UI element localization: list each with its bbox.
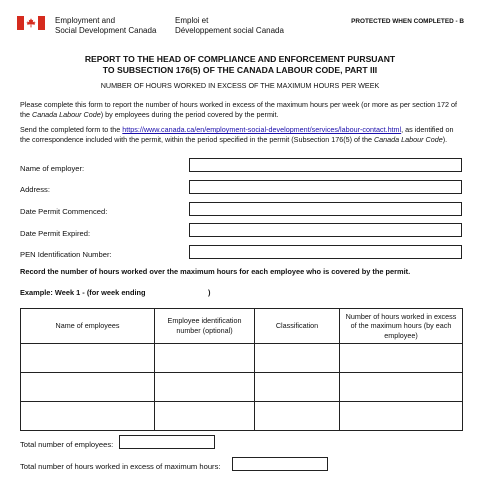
code-name: Canada Labour Code (32, 109, 101, 119)
department-name-en-line1: Employment and (55, 16, 116, 25)
table-cell[interactable] (21, 373, 155, 402)
table-cell[interactable] (21, 402, 155, 431)
send-text-middle: , as identified on the correspondence included with the permit, within the period specified in the permit (Subsection 176(5) of the (20, 125, 454, 144)
form-subtitle: NUMBER OF HOURS WORKED IN EXCESS OF THE MAXIMUM HOURS PER WEEK (100, 81, 380, 90)
table-cell[interactable] (340, 402, 463, 431)
table-cell[interactable] (21, 344, 155, 373)
table-cell[interactable] (255, 344, 340, 373)
address-label: Address: (20, 185, 50, 194)
table-cell[interactable] (155, 344, 255, 373)
table-cell[interactable] (155, 402, 255, 431)
employer-field[interactable] (189, 158, 462, 172)
pen-field[interactable] (189, 245, 462, 259)
table-cell[interactable] (155, 373, 255, 402)
form-title-line1: REPORT TO THE HEAD OF COMPLIANCE AND ENFORCEMENT PURSUANT (84, 54, 396, 64)
department-name-fr (175, 16, 284, 36)
total-hours-label: Total number of hours worked in excess of maximum hours: (20, 462, 221, 471)
col-header-employee-id: Employee identification number (optional) (155, 309, 255, 344)
send-text-end: ). (442, 134, 448, 144)
example-close-paren: ) (208, 288, 211, 297)
date-commenced-field[interactable] (189, 202, 462, 216)
send-text: Send the completed form to the (20, 125, 123, 134)
department-name-fr-line1: Emploi et (175, 16, 209, 25)
form-title-line2: TO SUBSECTION 176(5) OF THE CANADA LABOUR CODE, PART III (102, 65, 378, 75)
col-header-classification: Classification (255, 309, 340, 344)
form-title (40, 54, 440, 76)
col-header-name: Name of employees (21, 309, 155, 344)
date-expired-field[interactable] (189, 223, 462, 237)
department-name-en-line2: Social Development Canada (55, 26, 157, 35)
send-paragraph (20, 125, 460, 144)
instructions-text-end: ) by employees during the period covered by the permit. (100, 109, 279, 119)
date-commenced-label: Date Permit Commenced: (20, 207, 108, 216)
code-name: Canada Labour Code (373, 134, 443, 144)
table-cell[interactable] (340, 373, 463, 402)
table-header-row (21, 309, 463, 344)
pen-label: PEN Identification Number: (20, 250, 112, 259)
address-field[interactable] (189, 180, 462, 194)
total-hours-field[interactable] (232, 457, 328, 471)
canada-flag-icon (17, 16, 45, 30)
department-name-en (55, 16, 156, 36)
total-employees-field[interactable] (119, 435, 215, 449)
department-name-fr-line2: Développement social Canada (175, 26, 284, 35)
example-line (20, 288, 211, 297)
employee-table (20, 308, 463, 431)
table-row (21, 402, 463, 431)
instructions-text: Please complete this form to report the number of hours worked in excess of the maximum hours per week (or more as per section 172 of the (20, 100, 458, 119)
col-header-excess-hours: Number of hours worked in excess of the maximum hours (by each employee) (340, 309, 463, 344)
protected-label: PROTECTED WHEN COMPLETED - B (351, 18, 464, 25)
table-row (21, 373, 463, 402)
employer-label: Name of employer: (20, 164, 85, 173)
labour-contact-link[interactable]: https://www.canada.ca/en/employment-social-development/services/labour-contact.html (122, 125, 402, 134)
table-cell[interactable] (255, 402, 340, 431)
table-cell[interactable] (340, 344, 463, 373)
date-expired-label: Date Permit Expired: (20, 229, 91, 238)
total-employees-label: Total number of employees: (20, 440, 114, 449)
table-cell[interactable] (255, 373, 340, 402)
record-instruction: Record the number of hours worked over the maximum hours for each employee who is covered by the permit. (20, 267, 411, 276)
instructions-paragraph (20, 100, 460, 119)
table-row (21, 344, 463, 373)
example-label: Example: Week 1 - (for week ending (20, 288, 146, 297)
